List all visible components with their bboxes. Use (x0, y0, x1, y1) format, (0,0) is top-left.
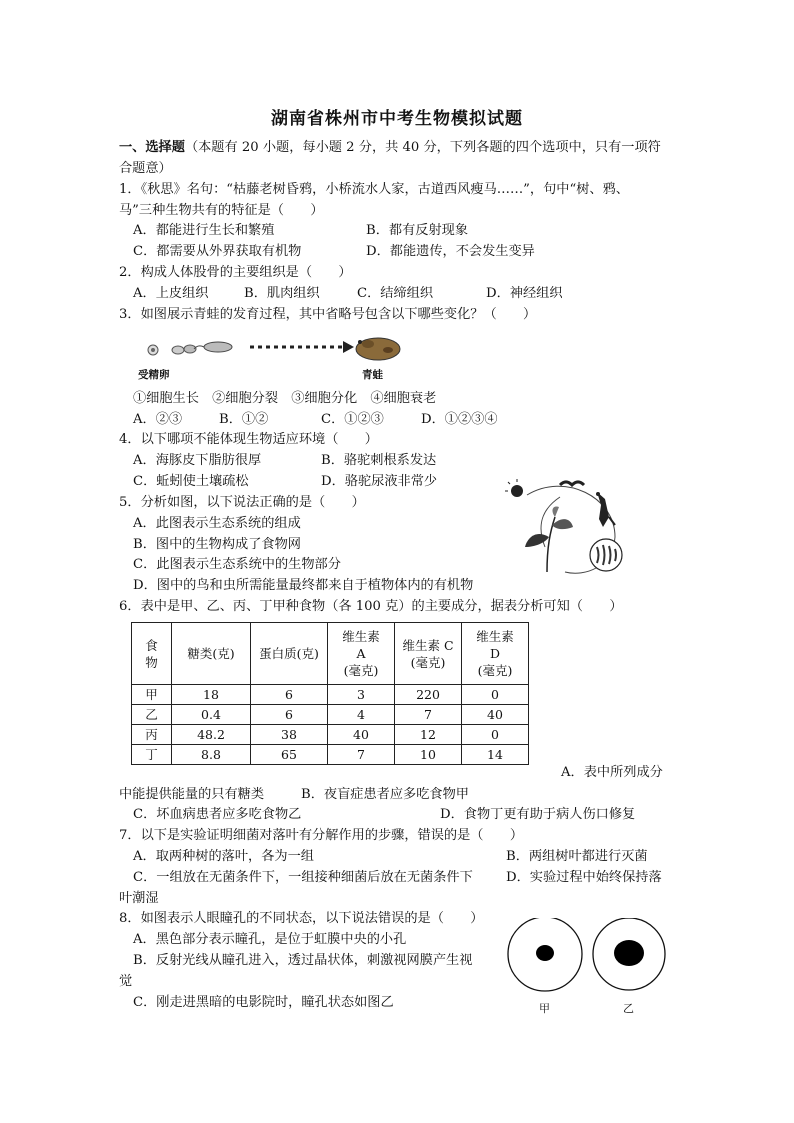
q7-option-a: A．取两种树的落叶，各为一组 (133, 849, 314, 864)
q4-option-a: A．海豚皮下脂肪很厚 (133, 453, 262, 468)
q4-option-d: D．骆驼尿液非常少 (321, 474, 438, 489)
q3-option-d: D．①②③④ (421, 412, 498, 427)
frog-icon (356, 338, 400, 360)
pupil-small (536, 945, 554, 961)
q8-option-c: C．刚走进黑暗的电影院时，瞳孔状态如图乙 (133, 995, 394, 1010)
q3-option-c: C．①②③ (321, 412, 384, 427)
table-cell: 甲 (132, 685, 172, 705)
table-cell: 220 (395, 685, 462, 705)
table-cell: 18 (172, 685, 251, 705)
table-cell: 12 (395, 725, 462, 745)
q3-stem: 3．如图展示青蛙的发育过程，其中省略号包含以下哪些变化？（ ） (119, 307, 537, 322)
q2-option-c: C．结缔组织 (357, 286, 434, 301)
nutrition-table (131, 622, 529, 765)
table-cell: 6 (251, 705, 328, 725)
section-heading: 一、选择题 (119, 140, 185, 155)
table-header-cell (172, 623, 251, 685)
q5-option-c: C．此图表示生态系统中的生物部分 (133, 557, 341, 572)
label-fertilized-egg: 受精卵 (138, 369, 170, 381)
q2-option-a: A．上皮组织 (133, 286, 209, 301)
table-cell: 0 (462, 685, 529, 705)
q6-option-c: C．坏血病患者应多吃食物乙 (133, 807, 302, 822)
table-row (132, 725, 529, 745)
table-cell: 8.8 (172, 745, 251, 765)
pupil-large (614, 940, 644, 966)
q4-option-c: C．蚯蚓使土壤疏松 (133, 474, 249, 489)
q3-option-b: B．①② (219, 412, 269, 427)
table-header-cell (132, 623, 172, 685)
eye-jia-icon (508, 918, 582, 991)
q1-option-b: B．都有反射现象 (366, 223, 469, 238)
header-vitamin-a: 维生素 A (毫克) (342, 629, 380, 678)
table-cell: 7 (395, 705, 462, 725)
label-yi: 乙 (623, 1002, 634, 1015)
q7-option-b: B．两组树叶都进行灭菌 (506, 849, 648, 864)
q2-stem: 2．构成人体股骨的主要组织是（ ） (119, 265, 352, 280)
eye-yi-icon (593, 918, 665, 990)
table-cell: 48.2 (172, 725, 251, 745)
q6-option-d: D．食物丁更有助于病人伤口修复 (440, 807, 636, 822)
table-cell: 0 (462, 725, 529, 745)
q4-stem: 4．以下哪项不能体现生物适应环境（ ） (119, 432, 378, 447)
table-row (132, 745, 529, 765)
header-vitamin-d: 维生素 D (毫克) (476, 629, 514, 678)
q3-option-a: A．②③ (133, 412, 183, 427)
table-header-cell (395, 623, 462, 685)
table-cell: 丁 (132, 745, 172, 765)
table-header-cell (328, 623, 395, 685)
header-food: 食 物 (145, 637, 158, 670)
section-intro-line2: 合题意） (119, 161, 172, 176)
q5-stem: 5．分析如图，以下说法正确的是（ ） (119, 495, 365, 510)
q7-stem: 7．以下是实验证明细菌对落叶有分解作用的步骤，错误的是（ ） (119, 828, 524, 843)
q5-option-b: B．图中的生物构成了食物网 (133, 537, 301, 552)
table-cell: 65 (251, 745, 328, 765)
q5-option-d: D．图中的鸟和虫所需能量最终都来自于植物体内的有机物 (133, 578, 474, 593)
label-jia: 甲 (539, 1002, 550, 1015)
q7-option-d-part2: 叶潮湿 (119, 891, 159, 906)
tadpole-icon (194, 342, 232, 352)
q3-items: ①细胞生长 ②细胞分裂 ③细胞分化 ④细胞衰老 (133, 391, 437, 406)
dotted-arrow (250, 341, 354, 353)
table-cell: 40 (462, 705, 529, 725)
bird-icon (596, 492, 615, 527)
q8-stem: 8．如图表示人眼瞳孔的不同状态，以下说法错误的是（ ） (119, 911, 484, 926)
table-row (132, 705, 529, 725)
header-sugar: 糖类(克) (187, 646, 235, 661)
q7-option-d-part1: D．实验过程中始终保持落 (506, 870, 662, 885)
page-title: 湖南省株州市中考生物模拟试题 (271, 109, 523, 129)
table-cell: 7 (328, 745, 395, 765)
q6-option-a-part1: A．表中所列成分 (561, 765, 663, 780)
table-cell: 6 (251, 685, 328, 705)
table-header-row (132, 623, 529, 685)
header-vitamin-c: 维生素 C (毫克) (402, 637, 454, 670)
section-intro-text: （本题有 20 小题，每小题 2 分，共 40 分，下列各题的四个选项中，只有一项符 (184, 140, 661, 155)
q1-option-c: C．都需要从外界获取有机物 (133, 244, 302, 259)
q7-option-c: C．一组放在无菌条件下，一组接种细菌后放在无菌条件下 (133, 870, 473, 885)
table-cell: 3 (328, 685, 395, 705)
table-header-cell (462, 623, 529, 685)
q6-option-a-part2: 中能提供能量的只有糖类 (119, 787, 265, 802)
egg-icon (148, 345, 158, 355)
ecosystem-illustration (505, 477, 630, 582)
table-header-cell (251, 623, 328, 685)
q6-stem: 6．表中是甲、乙、丙、丁甲种食物（各 100 克）的主要成分，据表分析可知（ ） (119, 599, 623, 614)
q1-option-d: D．都能遗传，不会发生变异 (366, 244, 535, 259)
q2-option-b: B．肌肉组织 (244, 286, 320, 301)
q1-stem-line1: 1．《秋思》名句：“枯藤老树昏鸦，小桥流水人家，古道西风瘦马……”，句中“树、鸦、 (119, 182, 629, 197)
q8-option-a: A．黑色部分表示瞳孔，是位于虹膜中央的小孔 (133, 932, 407, 947)
table-cell: 乙 (132, 705, 172, 725)
frog-development-illustration (138, 330, 408, 366)
table-cell: 10 (395, 745, 462, 765)
section-intro-line1 (119, 139, 661, 157)
q8-option-b-part1: B．反射光线从瞳孔进入，透过晶状体，刺激视网膜产生视 (133, 953, 473, 968)
plant-icon (525, 507, 573, 572)
sun-icon (505, 479, 523, 497)
embryo-icon (172, 345, 196, 354)
caterpillar-icon (560, 482, 584, 485)
q6-option-b: B．夜盲症患者应多吃食物甲 (301, 787, 469, 802)
table-cell: 0.4 (172, 705, 251, 725)
q5-option-a: A．此图表示生态系统的组成 (133, 516, 301, 531)
q8-option-b-part2: 觉 (119, 974, 133, 989)
pupil-illustration (505, 918, 680, 996)
label-frog: 青蛙 (362, 369, 383, 381)
table-row (132, 685, 529, 705)
q4-option-b: B．骆驼刺根系发达 (321, 453, 437, 468)
table-cell: 14 (462, 745, 529, 765)
q2-option-d: D．神经组织 (486, 286, 563, 301)
table-cell: 38 (251, 725, 328, 745)
table-cell: 丙 (132, 725, 172, 745)
table-cell: 40 (328, 725, 395, 745)
q1-stem-line2: 马”三种生物共有的特征是（ ） (119, 203, 324, 218)
decomposer-icon (590, 539, 622, 571)
q1-option-a: A．都能进行生长和繁殖 (133, 223, 275, 238)
table-cell: 4 (328, 705, 395, 725)
header-protein: 蛋白质(克) (259, 646, 319, 661)
